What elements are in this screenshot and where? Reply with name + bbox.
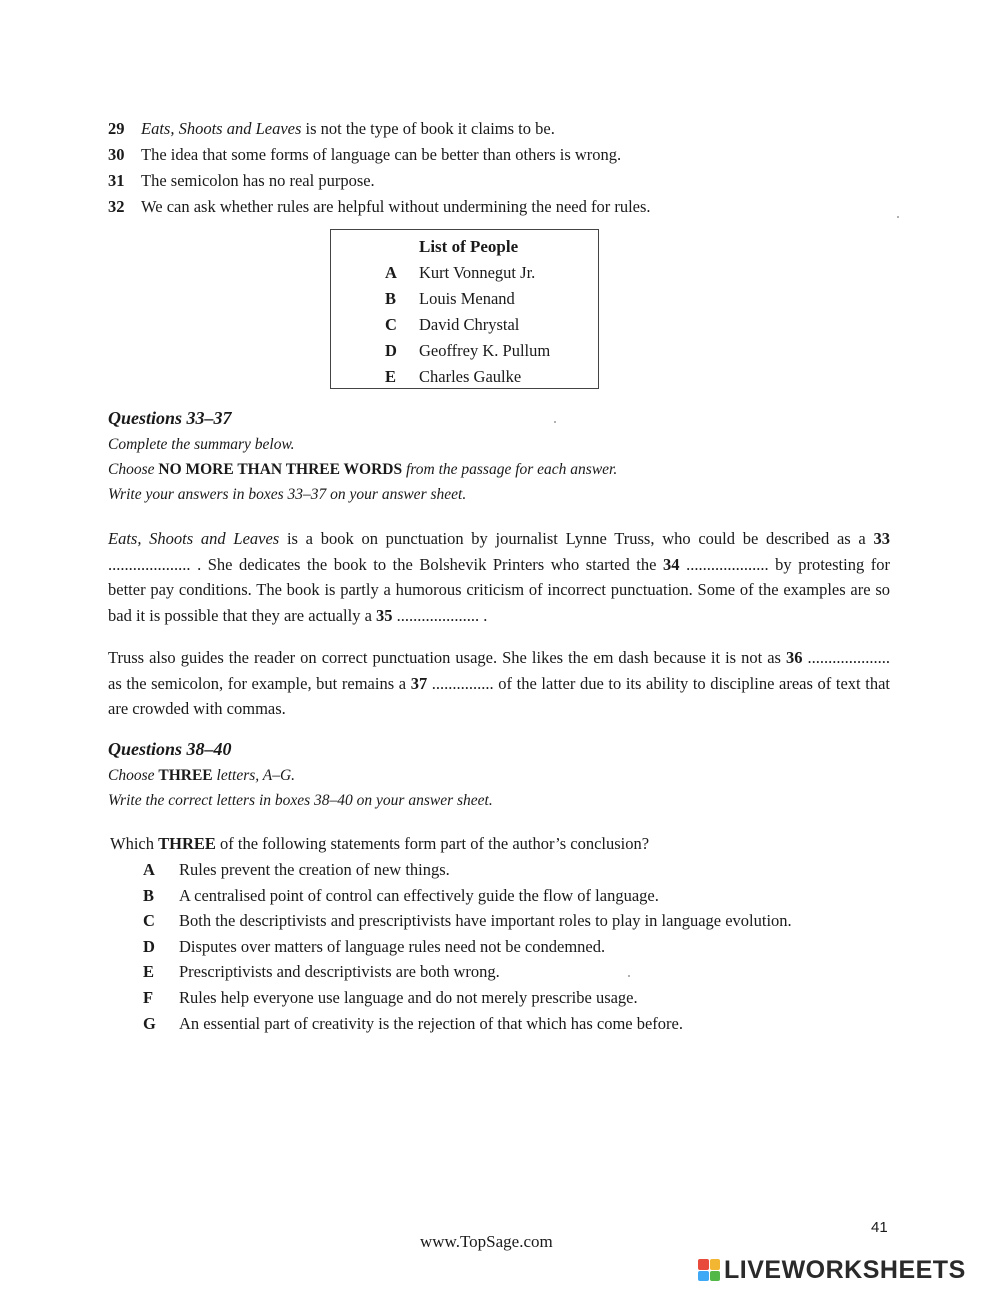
person-letter: E — [385, 367, 397, 386]
option-text: A centralised point of control can effectively guide the flow of language. — [179, 886, 659, 905]
person-letter: A — [385, 263, 397, 282]
answer-blank-37[interactable]: ............... — [427, 673, 499, 693]
option-c[interactable] — [143, 911, 792, 931]
option-letter: C — [143, 911, 155, 930]
option-letter: G — [143, 1014, 156, 1033]
statement-number: 32 — [108, 197, 125, 216]
instruction-line: Write the correct letters in boxes 38–40 on your answer sheet. — [108, 792, 493, 809]
page-number: 41 — [871, 1219, 888, 1236]
option-b[interactable] — [143, 886, 659, 906]
option-text: Both the descriptivists and prescriptivists have important roles to play in language evolution. — [179, 911, 792, 930]
option-d[interactable] — [143, 937, 605, 957]
answer-blank-33[interactable]: .................... — [108, 554, 198, 574]
person-name: David Chrystal — [419, 315, 520, 334]
option-letter: B — [143, 886, 155, 905]
statement-number: 31 — [108, 171, 125, 190]
list-of-people-title: List of People — [419, 237, 519, 256]
option-letter: D — [143, 937, 155, 956]
instruction-line — [108, 767, 295, 785]
person-name: Louis Menand — [419, 289, 515, 308]
block-icon — [698, 1259, 709, 1270]
question-text: Which — [110, 834, 159, 853]
summary-text: of the latter due to its ability to discipline areas of text that are crowded with commas. — [108, 673, 891, 718]
statement-text: We can ask whether rules are helpful without undermining the need for rules. — [141, 197, 651, 216]
instruction-text: Choose — [108, 461, 159, 478]
summary-text: Truss also guides the reader on correct punctuation usage. She likes the em dash because it is not as — [108, 648, 786, 667]
statement-30 — [108, 145, 621, 165]
person-name: Geoffrey K. Pullum — [419, 341, 551, 360]
scan-speck — [628, 975, 630, 977]
statement-31 — [108, 171, 375, 191]
gap-number-33: 33 — [873, 529, 890, 548]
option-text: Disputes over matters of language rules need not be condemned. — [179, 937, 606, 956]
person-name: Charles Gaulke — [419, 367, 522, 386]
liveworksheets-wordmark: LIVEWORKSHEETS — [724, 1255, 966, 1284]
footer-url[interactable]: www.TopSage.com — [420, 1232, 553, 1251]
option-letter: E — [143, 962, 155, 981]
gap-number-37: 37 — [410, 673, 428, 693]
list-of-people-box — [330, 229, 599, 389]
option-text: Prescriptivists and descriptivists are both wrong. — [179, 962, 500, 981]
statement-number: 29 — [108, 119, 125, 138]
instruction-emphasis: THREE — [158, 767, 213, 784]
statement-29 — [108, 119, 555, 139]
option-a[interactable] — [143, 860, 450, 880]
questions-38-40-heading: Questions 38–40 — [108, 739, 232, 759]
option-text: Rules prevent the creation of new things. — [179, 860, 450, 879]
summary-paragraph-2 — [108, 645, 890, 722]
answer-blank-36[interactable]: .................... — [802, 648, 890, 667]
book-title: Eats, Shoots and Leaves — [141, 119, 302, 138]
person-letter: D — [385, 341, 397, 360]
instruction-text: Choose — [108, 767, 159, 784]
statement-text: The idea that some forms of language can be better than others is wrong. — [141, 145, 622, 164]
block-icon — [710, 1259, 721, 1270]
instruction-line: Write your answers in boxes 33–37 on your answer sheet. — [108, 486, 467, 503]
liveworksheets-logo[interactable] — [698, 1257, 966, 1283]
block-icon — [710, 1271, 721, 1282]
person-name: Kurt Vonnegut Jr. — [419, 263, 536, 282]
book-title: Eats, Shoots and Leaves — [108, 529, 280, 548]
instruction-text: letters, A–G. — [212, 767, 296, 784]
option-letter: F — [143, 988, 154, 1007]
liveworksheets-blocks-icon — [698, 1259, 720, 1281]
conclusion-question — [110, 834, 649, 854]
summary-paragraph-1 — [108, 526, 890, 628]
instruction-line — [108, 461, 617, 479]
gap-number-35: 35 — [376, 605, 393, 625]
gap-number-34: 34 — [663, 554, 680, 574]
statement-text: The semicolon has no real purpose. — [141, 171, 375, 190]
summary-text: . — [483, 605, 488, 625]
option-f[interactable] — [143, 988, 638, 1008]
person-letter: C — [385, 315, 397, 334]
option-text: Rules help everyone use language and do not merely prescribe usage. — [179, 988, 638, 1007]
summary-text: as the semicolon, for example, but remains a — [108, 673, 411, 693]
scan-speck — [897, 216, 899, 218]
summary-text: . She dedicates the book to the Bolshevik Printers who started the — [197, 554, 664, 574]
answer-blank-34[interactable]: .................... — [679, 554, 776, 574]
questions-33-37-heading: Questions 33–37 — [108, 408, 232, 428]
instruction-text: from the passage for each answer. — [402, 461, 618, 478]
option-g[interactable] — [143, 1014, 683, 1034]
option-e[interactable] — [143, 962, 500, 982]
question-text: of the following statements form part of the author’s conclusion? — [215, 834, 650, 853]
block-icon — [698, 1271, 709, 1282]
statement-text: is not the type of book it claims to be. — [301, 119, 555, 138]
instruction-emphasis: NO MORE THAN THREE WORDS — [158, 461, 403, 478]
statement-number: 30 — [108, 145, 125, 164]
person-letter: B — [385, 289, 397, 308]
statement-32 — [108, 197, 651, 217]
gap-number-36: 36 — [785, 648, 803, 667]
option-text: An essential part of creativity is the rejection of that which has come before. — [179, 1014, 683, 1033]
option-letter: A — [143, 860, 155, 879]
summary-text: is a book on punctuation by journalist Lynne Truss, who could be described as a — [279, 529, 874, 548]
summary-text: by protesting for better pay conditions. The book is partly a humorous criticism of incorrect punctuation. Some of the examples are so bad it is possible that they are actually a — [108, 554, 890, 625]
answer-blank-35[interactable]: .................... — [392, 605, 484, 625]
scan-speck — [554, 421, 556, 423]
instruction-line: Complete the summary below. — [108, 436, 295, 453]
question-emphasis: THREE — [158, 834, 216, 853]
